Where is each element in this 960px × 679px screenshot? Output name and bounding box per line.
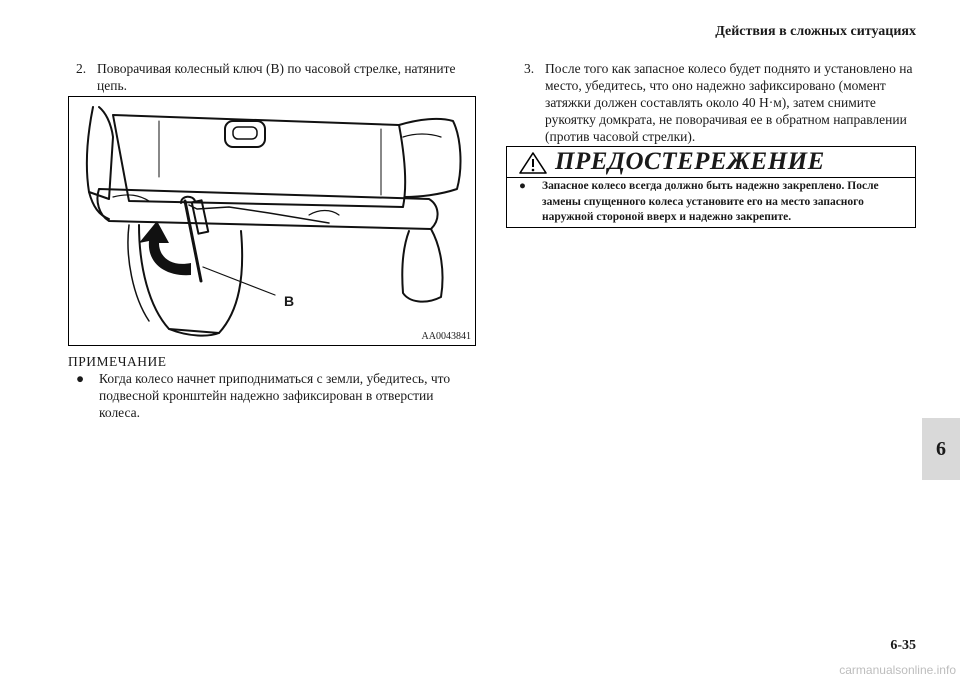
watermark: carmanualsonline.info bbox=[839, 663, 956, 677]
step-3 bbox=[524, 60, 916, 145]
warning-box bbox=[506, 146, 916, 228]
chapter-tab[interactable]: 6 bbox=[922, 418, 960, 480]
note-text: Когда колесо начнет приподниматься с земли, убедитесь, что подвесной кронштейн надежно зафиксирован в отверстии колеса. bbox=[99, 371, 451, 420]
warning-body bbox=[519, 179, 909, 226]
page-number: 6-35 bbox=[890, 638, 916, 653]
warning-header bbox=[507, 147, 915, 178]
figure-label-b: B bbox=[284, 293, 295, 309]
note-item bbox=[76, 370, 476, 421]
warning-title: ПРЕДОСТЕРЕЖЕНИЕ bbox=[555, 148, 825, 175]
figure-code: AA0043841 bbox=[421, 331, 471, 342]
note-title: ПРИМЕЧАНИЕ bbox=[68, 354, 167, 369]
step-3-text: После того как запасное колесо будет поднято и установлено на место, убедитесь, что оно надежно зафиксировано (момент затяжки должен составлять около 40 Н·м), затем снимите рукоятку домкрата, не поворачивая ее в обратном направлении (против часовой стрелки). bbox=[545, 61, 913, 144]
step-3-number: 3. bbox=[524, 61, 535, 76]
warning-text: Запасное колесо всегда должно быть надежно закреплено. После замены спущенного колеса установите его на место запасного наружной стороной вверх и надежно закрепите. bbox=[542, 180, 879, 223]
step-2 bbox=[76, 60, 476, 94]
illustration-figure bbox=[68, 96, 476, 346]
step-2-text: Поворачивая колесный ключ (В) по часовой стрелке, натяните цепь. bbox=[97, 61, 456, 93]
step-2-number: 2. bbox=[76, 61, 87, 76]
bullet-icon: ● bbox=[519, 180, 526, 192]
warning-triangle-icon bbox=[519, 152, 547, 179]
tailgate-spare-wheel-illustration bbox=[69, 97, 475, 345]
section-title: Действия в сложных ситуациях bbox=[715, 24, 916, 39]
bullet-icon: ● bbox=[76, 371, 85, 386]
